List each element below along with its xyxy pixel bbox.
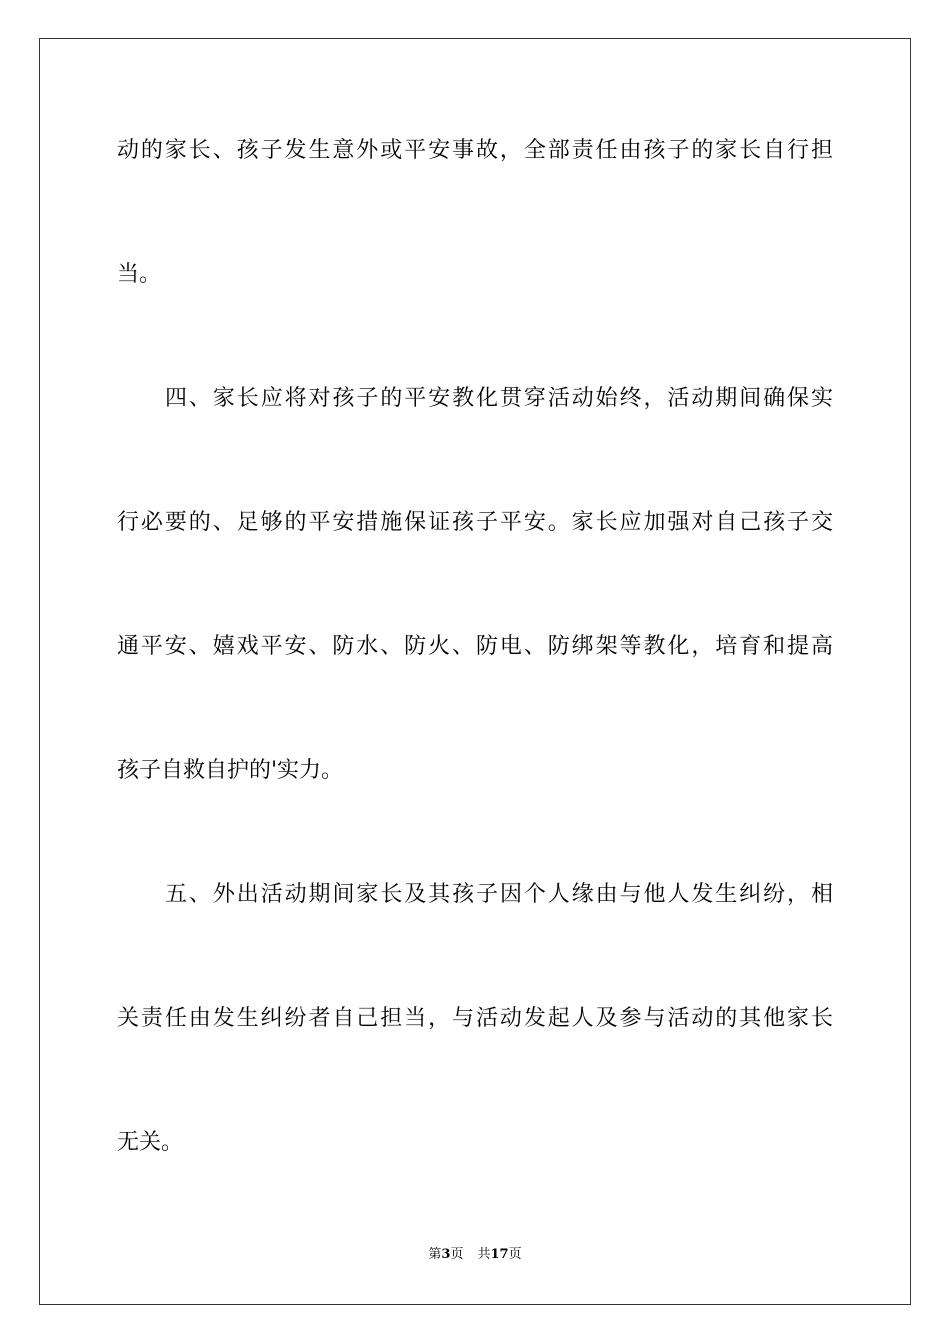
page-border bbox=[39, 38, 911, 1305]
paragraph-line: 关责任由发生纠纷者自己担当，与活动发起人及参与活动的其他家长 bbox=[117, 1006, 833, 1031]
footer-total-suffix: 页 bbox=[508, 1247, 522, 1262]
paragraph-line: 孩子自救自护的'实力。 bbox=[117, 758, 344, 783]
paragraph-line: 四、家长应将对孩子的平安教化贯穿活动始终，活动期间确保实 bbox=[165, 386, 833, 411]
footer-total-prefix: 共 bbox=[477, 1247, 491, 1262]
paragraph-line: 通平安、嬉戏平安、防水、防火、防电、防绑架等教化，培育和提高 bbox=[117, 634, 833, 659]
paragraph-line: 无关。 bbox=[117, 1130, 184, 1155]
footer-page-prefix: 第 bbox=[428, 1247, 442, 1262]
paragraph-line: 五、外出活动期间家长及其孩子因个人缘由与他人发生纠纷，相 bbox=[165, 882, 833, 907]
paragraph-line: 当。 bbox=[117, 262, 162, 287]
paragraph-line: 行必要的、足够的平安措施保证孩子平安。家长应加强对自己孩子交 bbox=[117, 510, 833, 535]
paragraph-line: 动的家长、孩子发生意外或平安事故，全部责任由孩子的家长自行担 bbox=[117, 138, 833, 163]
footer-page-suffix: 页 bbox=[450, 1247, 464, 1262]
page-footer bbox=[0, 1246, 950, 1264]
footer-total-pages: 17 bbox=[490, 1247, 509, 1262]
footer-page-number: 3 bbox=[441, 1247, 451, 1262]
